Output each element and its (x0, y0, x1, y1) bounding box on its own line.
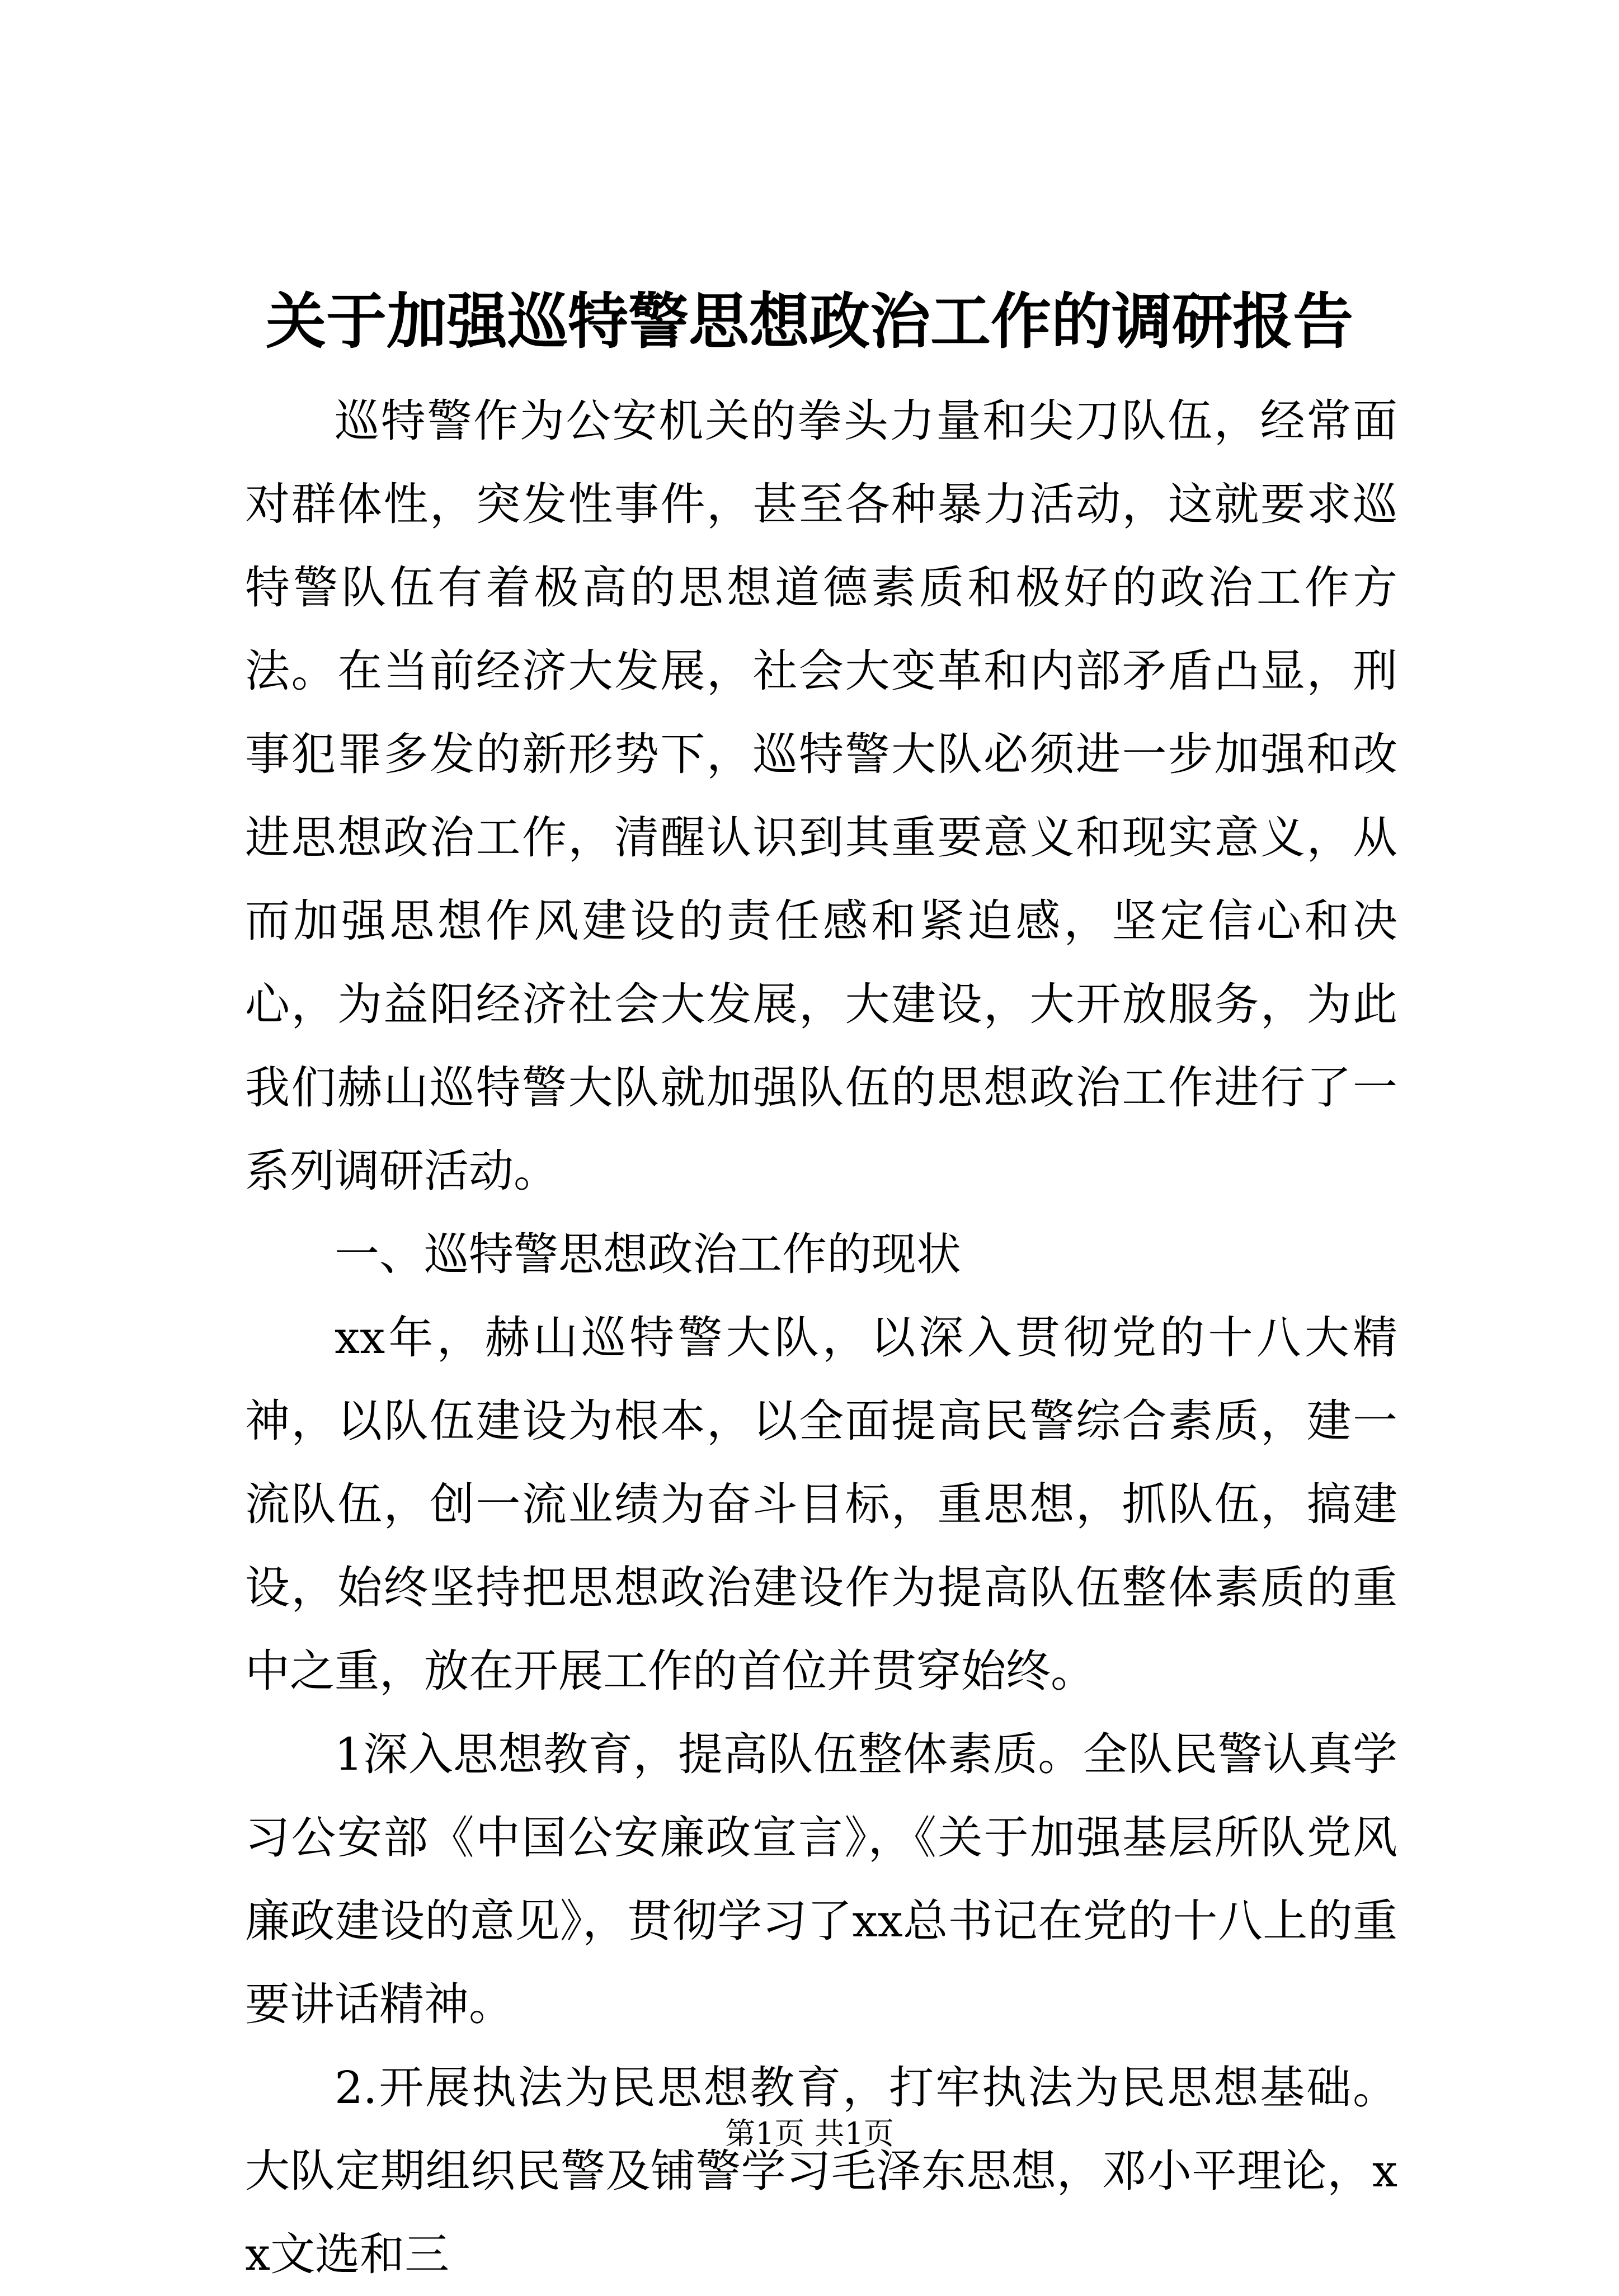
document-title: 关于加强巡特警思想政治工作的调研报告 (265, 286, 1353, 357)
page-footer: 第1页 共1页 (725, 2116, 894, 2151)
paragraph-item-2: 2.开展执法为民思想教育，打牢执法为民思想基础。大队定期组织民警及铺警学习毛泽东思想，邓小平理论，xx文选和三 (245, 2062, 1397, 2280)
paragraph-status: xx年，赫山巡特警大队，以深入贯彻党的十八大精神，以队伍建设为根本，以全面提高民警综合素质，建一流队伍，创一流业绩为奋斗目标，重思想，抓队伍，搞建设，始终坚持把思想政治建设作为提高队伍整体素质的重中之重，放在开展工作的首位并贯穿始终。 (245, 1312, 1397, 1697)
paragraph-intro: 巡特警作为公安机关的拳头力量和尖刀队伍，经常面对群体性，突发性事件，甚至各种暴力活动，这就要求巡特警队伍有着极高的思想道德素质和极好的政治工作方法。在当前经济大发展，社会大变革和内部矛盾凸显，刑事犯罪多发的新形势下，巡特警大队必须进一步加强和改进思想政治工作，清醒认识到其重要意义和现实意义，从而加强思想作风建设的责任感和紧迫感，坚定信心和决心，为益阳经济社会大发展，大建设，大开放服务，为此我们赫山巡特警大队就加强队伍的思想政治工作进行了一系列调研活动。 (245, 395, 1397, 1197)
document-body (245, 379, 1397, 2296)
section-heading-current-status: 一、巡特警思想政治工作的现状 (335, 1228, 961, 1280)
paragraph-item-1: 1深入思想教育，提高队伍整体素质。全队民警认真学习公安部《中国公安廉政宣言》，《关于加强基层所队党风廉政建设的意见》，贯彻学习了xx总书记在党的十八上的重要讲话精神。 (245, 1728, 1397, 2030)
